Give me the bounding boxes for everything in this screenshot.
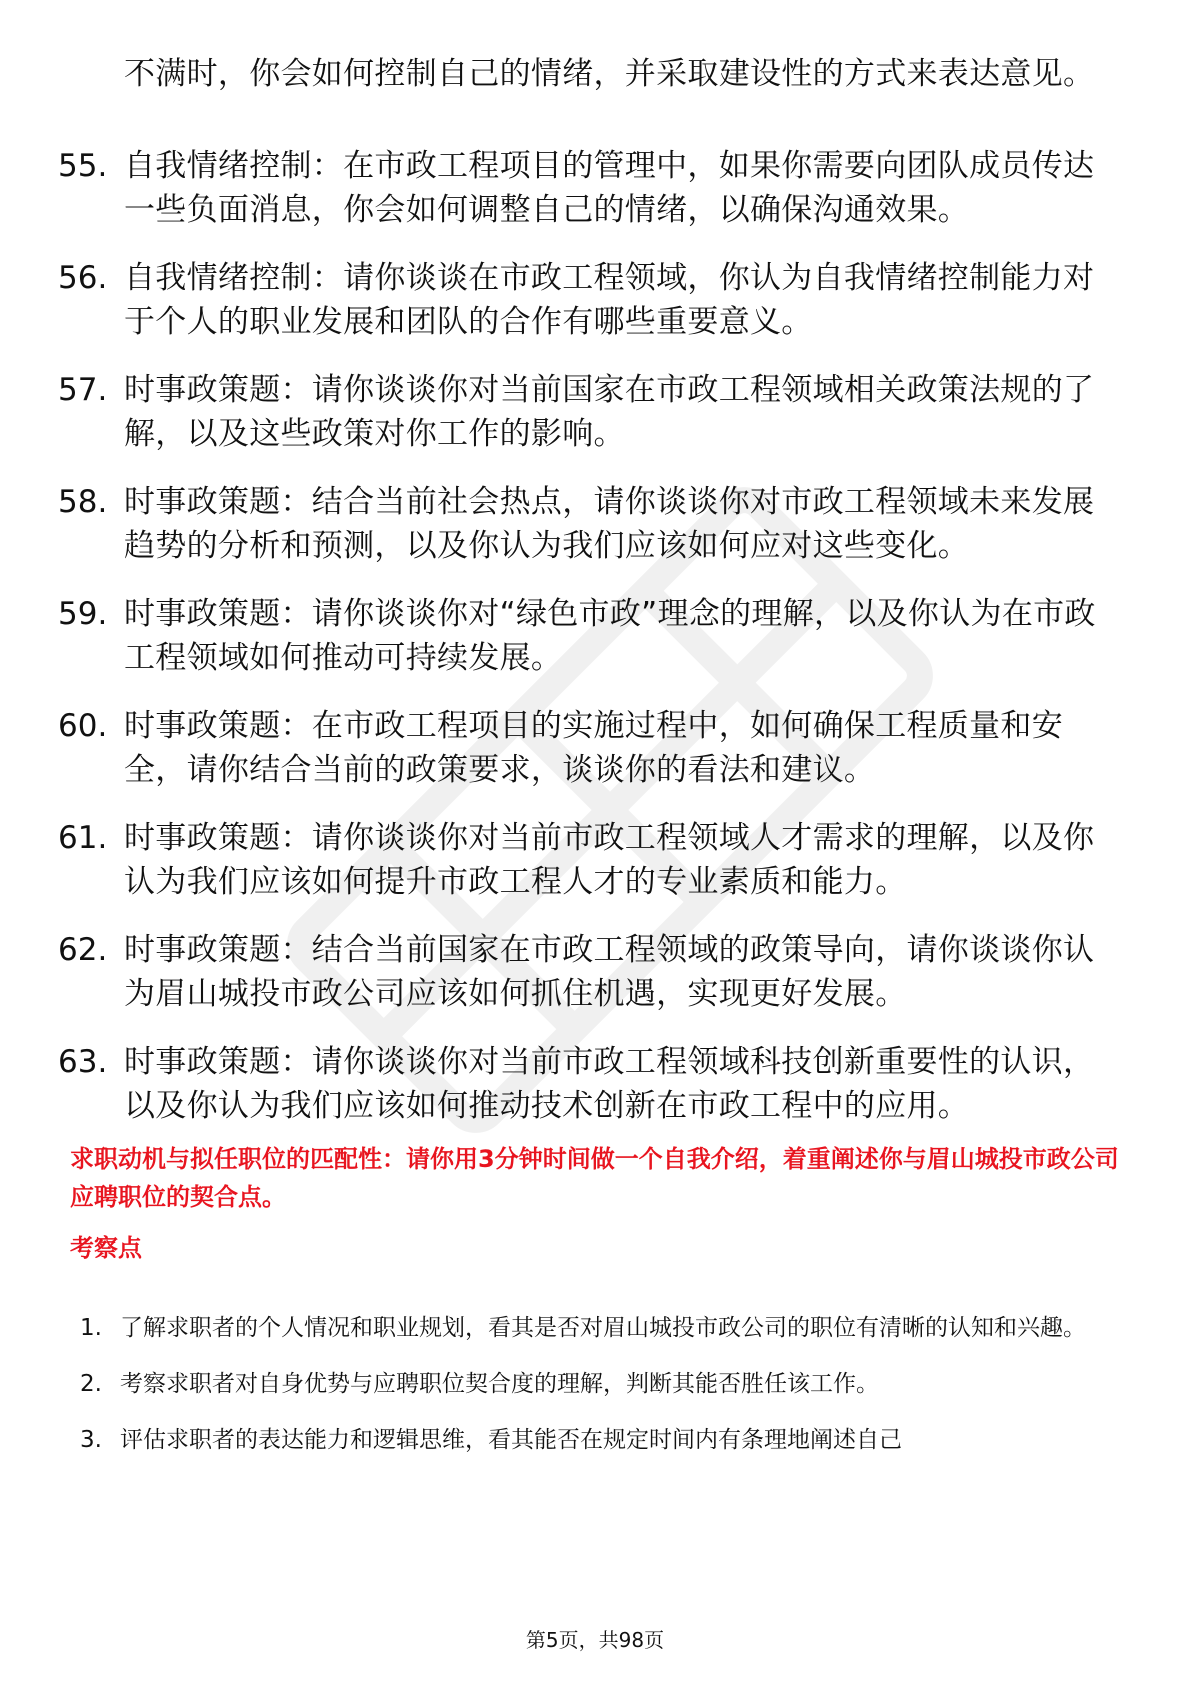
question-item xyxy=(58,256,1118,344)
question-number: 63. xyxy=(58,1044,108,1080)
question-item xyxy=(58,816,1118,904)
question-text: 时事政策题：请你谈谈你对“绿色市政”理念的理解，以及你认为在市政工程领域如何推动可持续发展。 xyxy=(124,596,1096,676)
list-item-number: 2. xyxy=(80,1371,102,1397)
list-item-text: 考察求职者对自身优势与应聘职位契合度的理解，判断其能否胜任该工作。 xyxy=(120,1371,879,1397)
question-number: 60. xyxy=(58,708,108,744)
list-item xyxy=(80,1412,1120,1468)
question-text: 时事政策题：结合当前社会热点，请你谈谈你对市政工程领域未来发展趋势的分析和预测，以及你认为我们应该如何应对这些变化。 xyxy=(124,484,1095,564)
question-number: 56. xyxy=(58,260,108,296)
list-item-text: 评估求职者的表达能力和逻辑思维，看其能否在规定时间内有条理地阐述自己 xyxy=(120,1427,902,1453)
question-item xyxy=(58,704,1118,792)
question-text: 自我情绪控制：请你谈谈在市政工程领域，你认为自我情绪控制能力对于个人的职业发展和团队的合作有哪些重要意义。 xyxy=(124,260,1095,340)
question-number: 57. xyxy=(58,372,108,408)
question-text: 时事政策题：请你谈谈你对当前国家在市政工程领域相关政策法规的了解，以及这些政策对你工作的影响。 xyxy=(124,372,1095,452)
question-number: 55. xyxy=(58,148,108,184)
list-item xyxy=(80,1356,1120,1412)
question-text: 时事政策题：请你谈谈你对当前市政工程领域科技创新重要性的认识，以及你认为我们应该如何推动技术创新在市政工程中的应用。 xyxy=(124,1044,1095,1124)
list-item-number: 1. xyxy=(80,1315,102,1341)
assessment-points-list xyxy=(80,1300,1120,1468)
question-continuation: 不满时，你会如何控制自己的情绪，并采取建设性的方式来表达意见。 xyxy=(124,56,1095,92)
question-text: 自我情绪控制：在市政工程项目的管理中，如果你需要向团队成员传达一些负面消息，你会如何调整自己的情绪，以确保沟通效果。 xyxy=(124,148,1095,228)
question-number: 59. xyxy=(58,596,108,632)
section-heading: 求职动机与拟任职位的匹配性：请你用3分钟时间做一个自我介绍，着重阐述你与眉山城投市政公司应聘职位的契合点。 xyxy=(70,1145,1119,1211)
question-item xyxy=(58,928,1118,1016)
question-item xyxy=(58,480,1118,568)
question-text: 时事政策题：请你谈谈你对当前市政工程领域人才需求的理解，以及你认为我们应该如何提升市政工程人才的专业素质和能力。 xyxy=(124,820,1095,900)
question-number: 62. xyxy=(58,932,108,968)
list-item xyxy=(80,1300,1120,1356)
question-item xyxy=(58,592,1118,680)
question-text: 时事政策题：在市政工程项目的实施过程中，如何确保工程质量和安全，请你结合当前的政策要求，谈谈你的看法和建议。 xyxy=(124,708,1063,788)
list-item-number: 3. xyxy=(80,1427,102,1453)
question-number: 61. xyxy=(58,820,108,856)
assessment-points-heading: 考察点 xyxy=(70,1234,142,1262)
page-number: 第5页，共98页 xyxy=(525,1628,665,1652)
question-item xyxy=(58,368,1118,456)
question-text: 时事政策题：结合当前国家在市政工程领域的政策导向，请你谈谈你认为眉山城投市政公司应该如何抓住机遇，实现更好发展。 xyxy=(124,932,1095,1012)
question-item xyxy=(58,1040,1118,1128)
question-number: 58. xyxy=(58,484,108,520)
question-list xyxy=(58,52,1118,1128)
list-item-text: 了解求职者的个人情况和职业规划，看其是否对眉山城投市政公司的职位有清晰的认知和兴趣。 xyxy=(120,1315,1086,1341)
question-item xyxy=(58,144,1118,232)
